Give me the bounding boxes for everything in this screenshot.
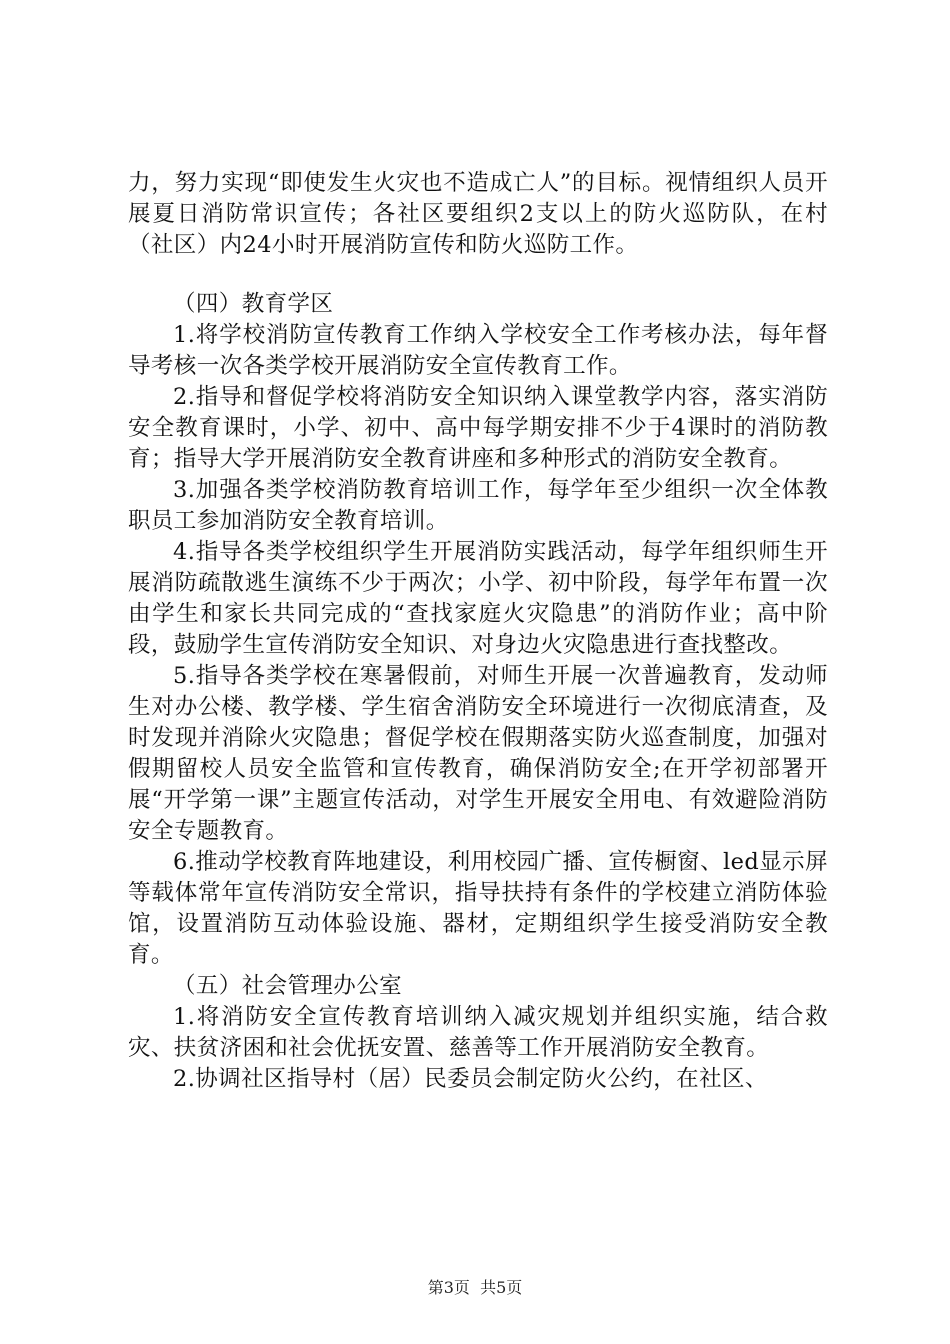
page-number: 第3页 共5页 (427, 1278, 523, 1297)
paragraph-item-6: 6.推动学校教育阵地建设，利用校园广播、宣传橱窗、led显示屏等载体常年宣传消防安全常识，指导扶持有条件的学校建立消防体验馆，设置消防互动体验设施、器材，定期组织学生接受消防安全教育。 (128, 849, 828, 968)
paragraph-item-4: 4.指导各类学校组织学生开展消防实践活动，每学年组织师生开展消防疏散逃生演练不少于两次；小学、初中阶段，每学年布置一次由学生和家长共同完成的“查找家庭火灾隐患”的消防作业；高中阶段，鼓励学生宣传消防安全知识、对身边火灾隐患进行查找整改。 (128, 539, 828, 658)
section-heading-social-management: （五）社会管理办公室 (173, 973, 403, 999)
section-heading-education: （四）教育学区 (173, 291, 334, 317)
document-body (128, 168, 828, 1095)
paragraph-continuation: 力，努力实现“即使发生火灾也不造成亡人”的目标。视情组织人员开展夏日消防常识宣传；各社区要组织2支以上的防火巡防队，在村（社区）内24小时开展消防宣传和防火巡防工作。 (128, 170, 828, 258)
paragraph-item-5: 5.指导各类学校在寒暑假前，对师生开展一次普遍教育，发动师生对办公楼、教学楼、学生宿舍消防安全环境进行一次彻底清查，及时发现并消除火灾隐患；督促学校在假期落实防火巡查制度，加强对假期留校人员安全监管和宣传教育，确保消防安全;在开学初部署开展“开学第一课”主题宣传活动，对学生开展安全用电、有效避险消防安全专题教育。 (128, 663, 828, 844)
paragraph-item-3: 3.加强各类学校消防教育培训工作，每学年至少组织一次全体教职员工参加消防安全教育培训。 (128, 477, 828, 534)
paragraph-item-1: 1.将学校消防宣传教育工作纳入学校安全工作考核办法，每年督导考核一次各类学校开展消防安全宣传教育工作。 (128, 322, 828, 379)
paragraph-gap (128, 261, 828, 289)
page-footer (0, 1275, 950, 1298)
paragraph-item-1-social: 1.将消防安全宣传教育培训纳入减灾规划并组织实施，结合救灾、扶贫济困和社会优抚安置、慈善等工作开展消防安全教育。 (128, 1004, 828, 1061)
paragraph-item-2: 2.指导和督促学校将消防安全知识纳入课堂教学内容，落实消防安全教育课时，小学、初中、高中每学期安排不少于4课时的消防教育；指导大学开展消防安全教育讲座和多种形式的消防安全教育。 (128, 384, 828, 472)
paragraph-item-2-social: 2.协调社区指导村（居）民委员会制定防火公约，在社区、 (173, 1066, 768, 1092)
